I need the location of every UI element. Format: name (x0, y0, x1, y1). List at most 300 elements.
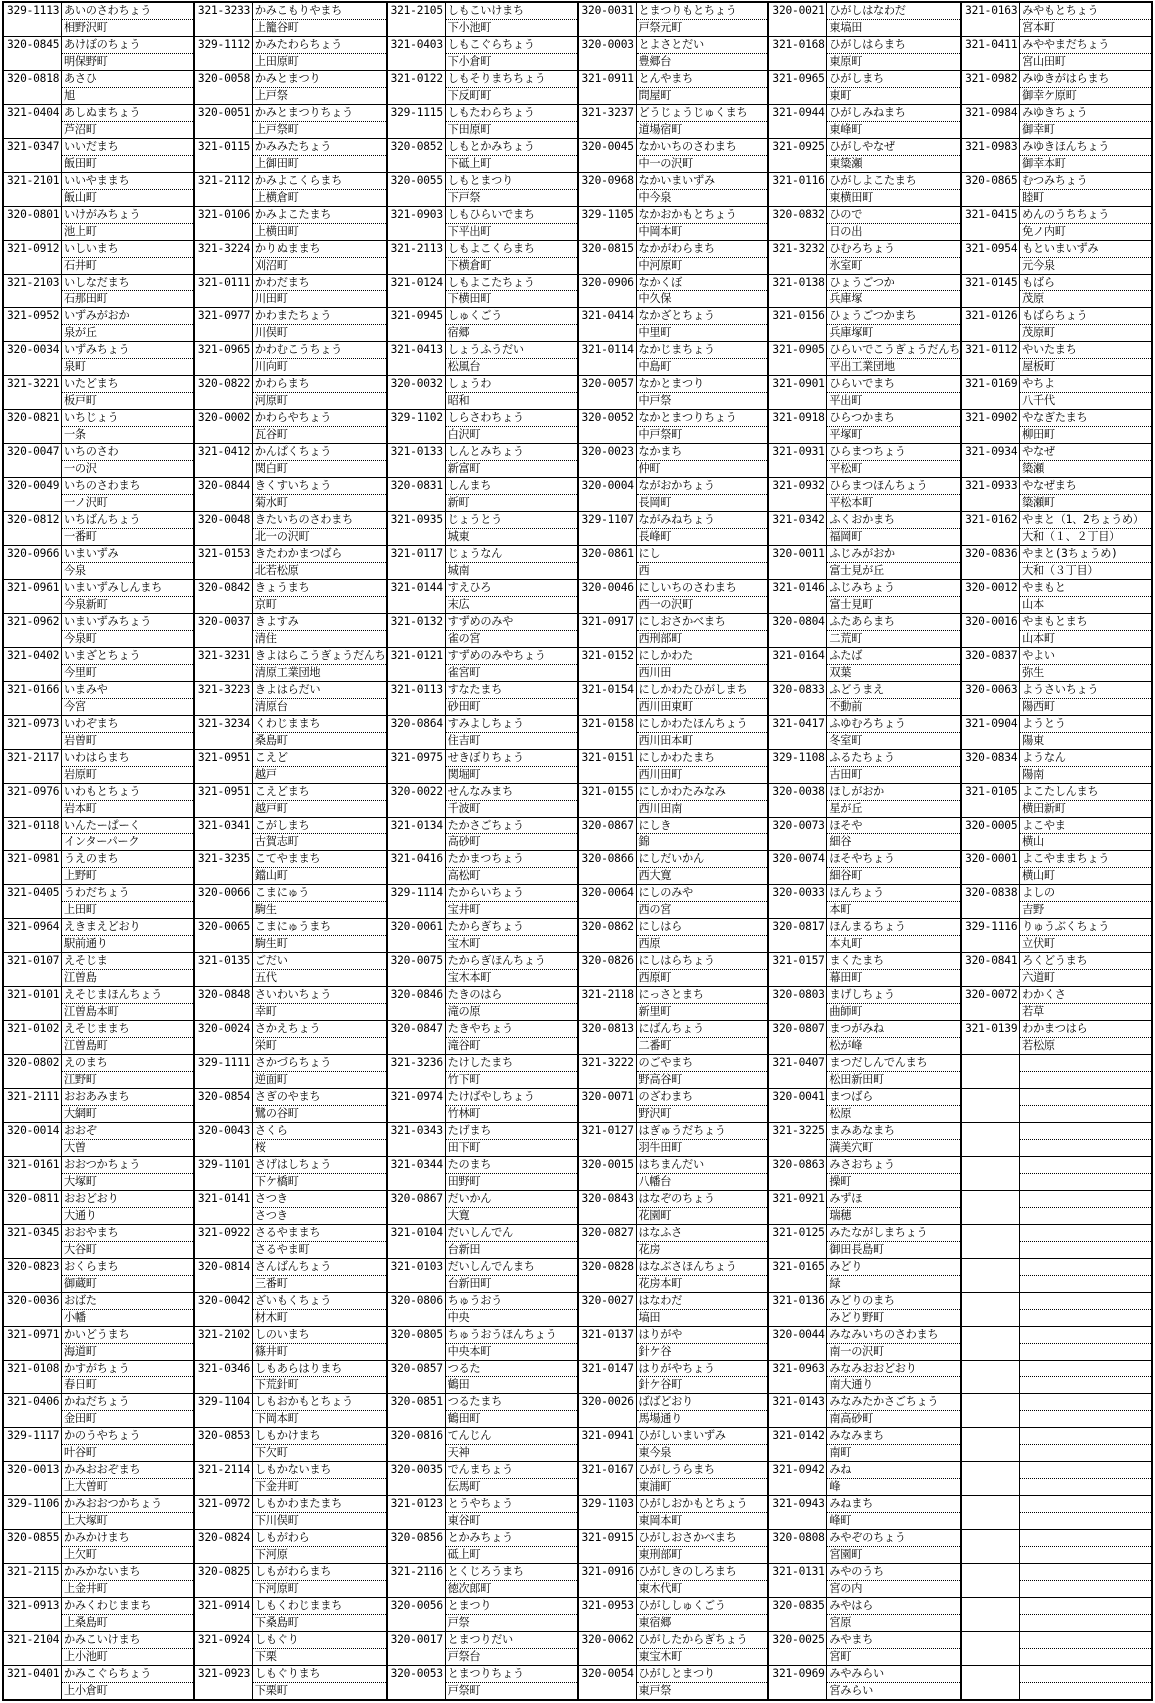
town-names (1020, 512, 1151, 545)
town-name: 長岡町 (638, 496, 672, 510)
town-names (62, 682, 193, 715)
postal-code: 320-0825 (195, 1564, 253, 1597)
town-names (62, 851, 193, 884)
town-names (253, 851, 386, 884)
postal-code (962, 1462, 1020, 1495)
town-name: 下河原町 (254, 1582, 299, 1596)
postal-code: 320-0051 (195, 105, 253, 138)
town-reading: ふくおかまち (827, 512, 960, 529)
town-names (62, 1598, 193, 1631)
town-name: 東刑部町 (638, 1548, 683, 1562)
table-row (769, 241, 960, 275)
postal-code: 320-0823 (4, 1259, 62, 1292)
table-row (4, 1225, 193, 1259)
table-row (579, 818, 768, 852)
town-names (637, 1564, 768, 1597)
postal-code: 329-1112 (195, 37, 253, 70)
town-name: 西一の沢町 (638, 597, 693, 611)
town-names (637, 512, 768, 545)
town-name: 金田町 (64, 1412, 97, 1426)
postal-code: 321-0345 (4, 1225, 62, 1258)
town-names (62, 648, 193, 681)
postal-code: 320-0841 (962, 953, 1020, 986)
town-name: 河原町 (254, 394, 288, 408)
town-reading: なかがわらまち (637, 241, 768, 258)
postal-code: 320-0043 (195, 1123, 253, 1156)
postal-code: 321-0162 (962, 512, 1020, 545)
town-reading: たけしたまち (446, 1055, 577, 1072)
postal-code: 321-0918 (769, 410, 827, 443)
postal-code: 321-0154 (579, 682, 637, 715)
town-name: 錦 (638, 835, 650, 849)
town-reading: さかづらちょう (253, 1055, 386, 1072)
postal-code: 320-0073 (769, 818, 827, 851)
town-reading: ひがしやなぜ (827, 139, 960, 156)
town-reading (1020, 1055, 1151, 1072)
postal-code: 320-0062 (579, 1632, 637, 1665)
town-reading: まつだしんでんまち (827, 1055, 960, 1072)
town-name: 御幸本町 (1022, 156, 1066, 170)
town-name: 氷室町 (829, 258, 863, 272)
town-reading: かみたわらちょう (253, 37, 386, 54)
town-names (1020, 1632, 1151, 1665)
town-reading: ひらつかまち (827, 410, 960, 427)
town-names (1020, 275, 1151, 308)
postal-code: 321-0112 (962, 342, 1020, 375)
table-row (195, 1327, 386, 1361)
town-name: 柳田町 (1022, 428, 1055, 442)
table-row (579, 1632, 768, 1666)
town-reading: あしぬまちょう (62, 105, 193, 122)
town-reading (1020, 1361, 1151, 1378)
postal-code: 320-0031 (579, 3, 637, 36)
town-reading: みやはら (827, 1598, 960, 1615)
town-names (827, 478, 960, 511)
town-name: 川俣町 (254, 326, 288, 340)
town-names (253, 207, 386, 240)
town-names (62, 784, 193, 817)
postal-code: 321-0107 (4, 953, 62, 986)
town-name: 陽南 (1022, 767, 1044, 781)
town-name: 春日町 (64, 1378, 97, 1392)
town-name: 大通り (64, 1208, 97, 1222)
town-name: 田下町 (447, 1140, 481, 1154)
town-names (637, 478, 768, 511)
town-reading: しもよこくらまち (446, 241, 577, 258)
table-row (579, 784, 768, 818)
postal-code: 320-0027 (579, 1293, 637, 1326)
postal-code: 321-0115 (195, 139, 253, 172)
postal-code: 321-0971 (4, 1327, 62, 1360)
postal-code: 321-0106 (195, 207, 253, 240)
town-reading: せきぼりちょう (446, 750, 577, 767)
town-name: 下河原 (254, 1548, 288, 1562)
town-reading: しもがわらまち (253, 1564, 386, 1581)
town-names (446, 1327, 577, 1360)
postal-code: 320-0826 (579, 953, 637, 986)
table-row (4, 410, 193, 444)
table-row (195, 275, 386, 309)
town-reading: はりがや (637, 1327, 768, 1344)
town-reading (1020, 1666, 1151, 1683)
table-row (769, 546, 960, 580)
table-row (388, 716, 577, 750)
town-names (637, 818, 768, 851)
town-reading: しもひらいでまち (446, 207, 577, 224)
table-row (195, 1259, 386, 1293)
table-row (962, 784, 1151, 818)
town-names (637, 1361, 768, 1394)
table-row (769, 919, 960, 953)
town-reading: しょうわ (446, 376, 577, 393)
town-reading: ようなん (1020, 750, 1151, 767)
town-reading: のごやまち (637, 1055, 768, 1072)
postal-code: 321-0153 (195, 546, 253, 579)
town-reading: しもとまつり (446, 173, 577, 190)
town-names (1020, 546, 1151, 579)
postal-code (962, 1259, 1020, 1292)
town-reading: なかいちのさわまち (637, 139, 768, 156)
table-row (388, 1564, 577, 1598)
town-reading: うわだちょう (62, 885, 193, 902)
table-row (388, 410, 577, 444)
town-names (637, 376, 768, 409)
town-names (62, 1530, 193, 1563)
town-names (637, 953, 768, 986)
postal-code: 321-0166 (4, 682, 62, 715)
town-names (1020, 614, 1151, 647)
town-reading: ながおかちょう (637, 478, 768, 495)
postal-code: 321-0156 (769, 308, 827, 341)
town-names (62, 241, 193, 274)
table-row (962, 376, 1151, 410)
town-name: 屋板町 (1022, 360, 1055, 374)
table-row (962, 173, 1151, 207)
town-names (446, 682, 577, 715)
town-names (637, 1191, 768, 1224)
town-names (62, 410, 193, 443)
town-names (1020, 1293, 1151, 1326)
table-row (388, 3, 577, 37)
town-names (62, 308, 193, 341)
town-names (1020, 444, 1151, 477)
town-names (253, 1293, 386, 1326)
town-name: 問屋町 (638, 88, 672, 102)
town-names (253, 1496, 386, 1529)
town-name (1020, 1106, 1151, 1122)
town-reading: とかみちょう (446, 1530, 577, 1547)
town-names (62, 1361, 193, 1394)
town-names (827, 105, 960, 138)
postal-code: 321-3225 (769, 1123, 827, 1156)
town-name: 南町 (829, 1446, 852, 1460)
table-row (388, 478, 577, 512)
town-reading: かみこぐらちょう (62, 1666, 193, 1683)
town-reading (1020, 1632, 1151, 1649)
town-reading: みどりのまち (827, 1293, 960, 1310)
town-name: 平塚町 (829, 428, 863, 442)
town-name: 西川田南 (638, 801, 683, 815)
town-names (1020, 987, 1151, 1020)
town-name: 新富町 (447, 462, 481, 476)
town-name: 上田原町 (254, 54, 299, 68)
table-row (388, 444, 577, 478)
table-row (579, 1055, 768, 1089)
town-names (446, 1564, 577, 1597)
postal-code: 321-2103 (4, 275, 62, 308)
postal-code: 321-0343 (388, 1123, 446, 1156)
town-reading: いんたーぱーく (62, 818, 193, 835)
table-row (388, 750, 577, 784)
town-names (253, 784, 386, 817)
town-name (1020, 1377, 1151, 1393)
town-names (62, 207, 193, 240)
town-reading: いしいまち (62, 241, 193, 258)
town-names (1020, 784, 1151, 817)
table-row (195, 580, 386, 614)
town-name: 五代 (254, 971, 277, 985)
town-reading: ほんちょう (827, 885, 960, 902)
town-name (1020, 1174, 1151, 1190)
table-row (769, 1259, 960, 1293)
town-name: 台新田町 (447, 1276, 492, 1290)
table-row (769, 1021, 960, 1055)
town-reading: おくらまち (62, 1259, 193, 1276)
town-names (827, 207, 960, 240)
table-row (962, 444, 1151, 478)
town-reading: みどり (827, 1259, 960, 1276)
town-name: 東原町 (829, 54, 863, 68)
town-names (1020, 648, 1151, 681)
town-name: 富士見町 (829, 597, 873, 611)
town-name: 新町 (447, 496, 470, 510)
postal-code: 320-0004 (579, 478, 637, 511)
town-reading: かのうやちょう (62, 1428, 193, 1445)
town-name: 二荒町 (829, 631, 863, 645)
town-reading: しらさわちょう (446, 410, 577, 427)
postal-code: 321-0157 (769, 953, 827, 986)
town-names (1020, 716, 1151, 749)
table-column (577, 3, 768, 1699)
town-names (1020, 139, 1151, 172)
postal-code: 320-0802 (4, 1055, 62, 1088)
town-name: 下戸祭 (447, 190, 481, 204)
town-name: 西川田町 (638, 767, 683, 781)
town-reading: やちよ (1020, 376, 1151, 393)
postal-code: 320-0016 (962, 614, 1020, 647)
town-name: 幕田町 (829, 971, 863, 985)
town-names (637, 987, 768, 1020)
table-row (195, 71, 386, 105)
town-names (253, 716, 386, 749)
postal-code: 321-0905 (769, 342, 827, 375)
postal-code: 321-0168 (769, 37, 827, 70)
town-names (446, 885, 577, 918)
town-reading: にしいちのさわまち (637, 580, 768, 597)
town-reading: おおあみまち (62, 1089, 193, 1106)
table-row (388, 1021, 577, 1055)
postal-code: 321-0953 (579, 1598, 637, 1631)
town-names (827, 444, 960, 477)
postal-code: 321-0404 (4, 105, 62, 138)
postal-code: 320-0821 (4, 410, 62, 443)
town-names (827, 987, 960, 1020)
town-names (253, 885, 386, 918)
town-reading: さんばんちょう (253, 1259, 386, 1276)
postal-code: 320-0867 (388, 1191, 446, 1224)
postal-code: 320-0022 (388, 784, 446, 817)
postal-code: 320-0037 (195, 614, 253, 647)
table-row (579, 275, 768, 309)
town-names (253, 1598, 386, 1631)
postal-code: 329-1116 (962, 919, 1020, 952)
town-names (1020, 1157, 1151, 1190)
table-row (769, 818, 960, 852)
postal-code: 320-0968 (579, 173, 637, 206)
town-name: 海道町 (64, 1344, 97, 1358)
table-row (4, 716, 193, 750)
town-name: 宝木町 (447, 937, 481, 951)
table-row (195, 1055, 386, 1089)
town-reading: ばばどおり (637, 1394, 768, 1411)
postal-code: 320-0053 (388, 1666, 446, 1699)
town-reading: たからぎちょう (446, 919, 577, 936)
table-row (388, 1394, 577, 1428)
table-row (769, 207, 960, 241)
postal-code (962, 1225, 1020, 1258)
table-row (195, 1089, 386, 1123)
table-row (962, 1666, 1151, 1699)
table-row (4, 1293, 193, 1327)
town-names (62, 1259, 193, 1292)
town-name: 簗瀬 (1022, 462, 1044, 476)
postal-code: 320-0817 (769, 919, 827, 952)
town-names (827, 37, 960, 70)
postal-code: 321-2104 (4, 1632, 62, 1665)
town-names (446, 784, 577, 817)
table-row (769, 1055, 960, 1089)
town-names (637, 37, 768, 70)
town-reading: だいしんでん (446, 1225, 577, 1242)
table-row (769, 750, 960, 784)
town-names (446, 275, 577, 308)
town-names (827, 1225, 960, 1258)
town-name: 宿郷 (447, 326, 470, 340)
postal-code: 320-0047 (4, 444, 62, 477)
town-name: 古賀志町 (254, 835, 299, 849)
town-name: 泉町 (64, 360, 86, 374)
town-names (637, 139, 768, 172)
postal-code: 320-0852 (388, 139, 446, 172)
table-row (579, 987, 768, 1021)
town-reading: やよい (1020, 648, 1151, 665)
postal-code (962, 1089, 1020, 1122)
town-name: 下川俣町 (254, 1514, 299, 1528)
town-names (1020, 1564, 1151, 1597)
table-row (962, 275, 1151, 309)
town-names (827, 1259, 960, 1292)
town-reading: かいどうまち (62, 1327, 193, 1344)
postal-code: 321-0147 (579, 1361, 637, 1394)
postal-code: 320-0856 (388, 1530, 446, 1563)
postal-code: 321-0116 (769, 173, 827, 206)
town-names (1020, 1598, 1151, 1631)
table-row (4, 1259, 193, 1293)
postal-code: 321-0972 (195, 1496, 253, 1529)
postal-code: 321-0921 (769, 1191, 827, 1224)
table-row (962, 342, 1151, 376)
town-names (253, 1191, 386, 1224)
town-names (1020, 376, 1151, 409)
town-name: 花房本町 (638, 1276, 683, 1290)
postal-code: 320-0836 (962, 546, 1020, 579)
table-row (4, 1428, 193, 1462)
town-names (637, 308, 768, 341)
town-names (1020, 342, 1151, 375)
town-reading: いしなだまち (62, 275, 193, 292)
table-row (962, 919, 1151, 953)
town-name: 御蔵町 (64, 1276, 97, 1290)
town-reading: いずみちょう (62, 342, 193, 359)
postal-code: 321-0412 (195, 444, 253, 477)
postal-code: 321-0902 (962, 410, 1020, 443)
town-name: 江曽島町 (64, 1039, 108, 1053)
postal-code: 321-0414 (579, 308, 637, 341)
postal-code: 321-0105 (962, 784, 1020, 817)
table-row (4, 1632, 193, 1666)
table-row (4, 1361, 193, 1395)
town-names (1020, 1361, 1151, 1394)
town-name: 中一の沢町 (638, 156, 693, 170)
town-reading: きくすいちょう (253, 478, 386, 495)
town-name: 睦町 (1022, 190, 1044, 204)
town-name: 宮原 (829, 1616, 852, 1630)
table-row (195, 750, 386, 784)
postal-code: 321-2115 (4, 1564, 62, 1597)
table-row (579, 614, 768, 648)
table-row (4, 71, 193, 105)
town-names (62, 1089, 193, 1122)
town-reading: ひがししゅくごう (637, 1598, 768, 1615)
postal-code: 321-2113 (388, 241, 446, 274)
town-reading: じょうなん (446, 546, 577, 563)
town-reading: みやみらい (827, 1666, 960, 1683)
table-row (388, 1327, 577, 1361)
postal-code: 329-1106 (4, 1496, 62, 1529)
postal-code: 321-0932 (769, 478, 827, 511)
town-reading: かねだちょう (62, 1394, 193, 1411)
postal-code: 320-0074 (769, 851, 827, 884)
postal-code: 320-0906 (579, 275, 637, 308)
town-name (1020, 1479, 1151, 1495)
town-reading: なかざとちょう (637, 308, 768, 325)
town-names (637, 1055, 768, 1088)
postal-code: 321-3232 (769, 241, 827, 274)
table-row (388, 614, 577, 648)
town-names (637, 1394, 768, 1427)
town-names (827, 1530, 960, 1563)
table-row (579, 1293, 768, 1327)
town-name: 長峰町 (638, 530, 672, 544)
town-name: 茂原 (1022, 292, 1044, 306)
postal-code: 321-0925 (769, 139, 827, 172)
town-name: 北一の沢町 (254, 530, 310, 544)
table-row (4, 1530, 193, 1564)
town-name: 平松町 (829, 462, 863, 476)
postal-code: 320-0046 (579, 580, 637, 613)
town-names (1020, 71, 1151, 104)
town-name: 星が丘 (829, 801, 863, 815)
